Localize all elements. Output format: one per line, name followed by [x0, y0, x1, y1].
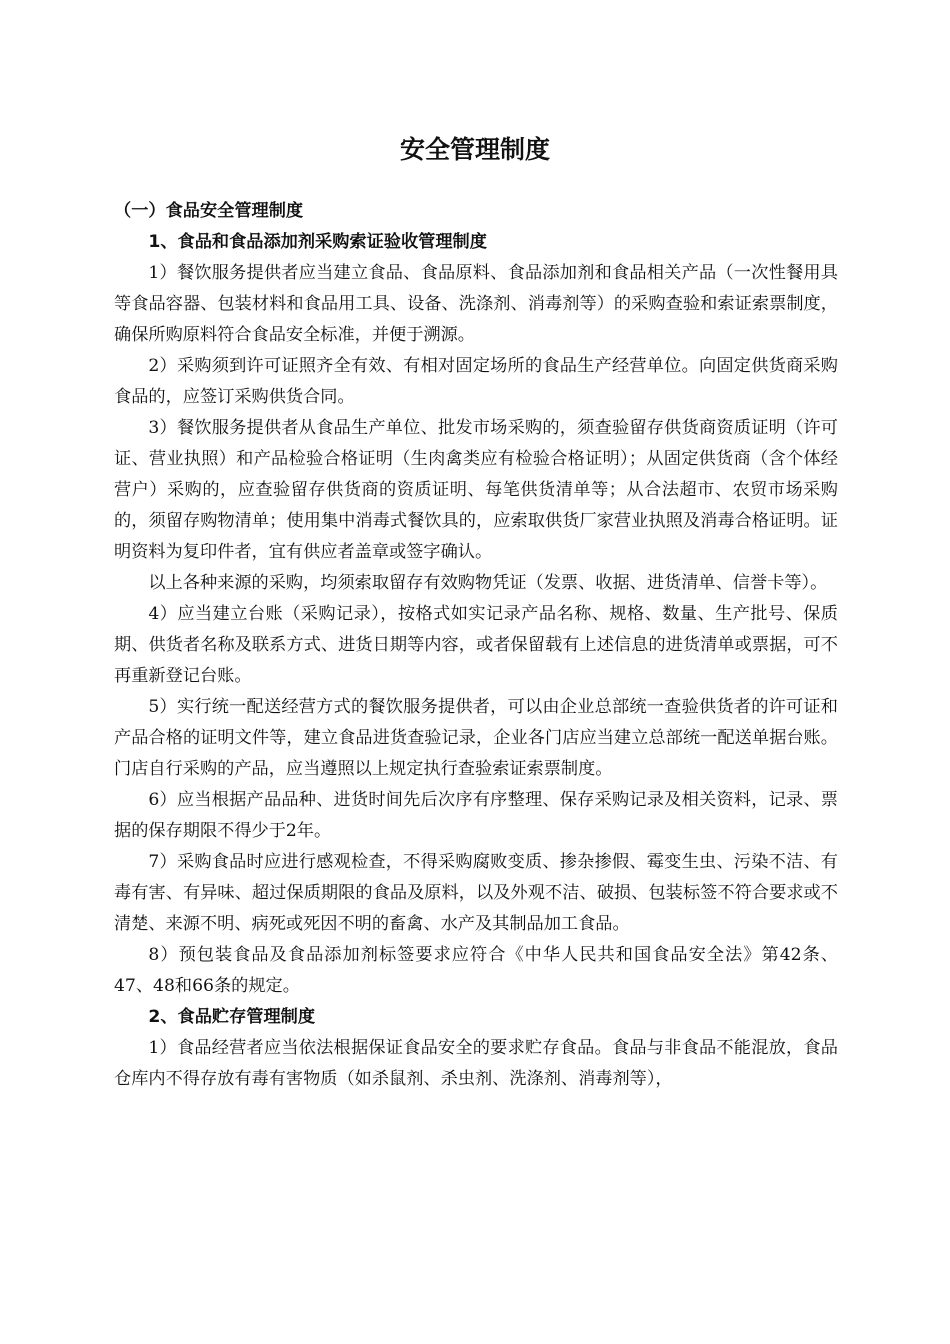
document-body	[114, 196, 838, 1095]
paragraph: 8）预包装食品及食品添加剂标签要求应符合《中华人民共和国食品安全法》第42条、47、48和66条的规定。	[114, 945, 838, 996]
document-title: 安全管理制度	[399, 135, 550, 164]
paragraph: 6）应当根据产品品种、进货时间先后次序有序整理、保存采购记录及相关资料，记录、票据的保存期限不得少于2年。	[114, 790, 838, 841]
paragraph: 4）应当建立台账（采购记录），按格式如实记录产品名称、规格、数量、生产批号、保质期、供货者名称及联系方式、进货日期等内容，或者保留载有上述信息的进货清单或票据，可不再重新登记台账。	[114, 604, 838, 686]
paragraph: 3）餐饮服务提供者从食品生产单位、批发市场采购的，须查验留存供货商资质证明（许可证、营业执照）和产品检验合格证明（生肉禽类应有检验合格证明）；从固定供货商（含个体经营户）采购的，应查验留存供货商的资质证明、每笔供货清单等；从合法超市、农贸市场采购的，须留存购物清单；使用集中消毒式餐饮具的，应索取供货厂家营业执照及消毒合格证明。证明资料为复印件者，宜有供应者盖章或签字确认。	[114, 418, 838, 562]
paragraph: 1）餐饮服务提供者应当建立食品、食品原料、食品添加剂和食品相关产品（一次性餐用具等食品容器、包装材料和食品用工具、设备、洗涤剂、消毒剂等）的采购查验和索证索票制度，确保所购原料符合食品安全标准，并便于溯源。	[114, 263, 838, 345]
subsection-heading: 1、食品和食品添加剂采购索证验收管理制度	[148, 232, 487, 252]
section-heading: （一）食品安全管理制度	[114, 201, 304, 221]
paragraph: 7）采购食品时应进行感观检查，不得采购腐败变质、掺杂掺假、霉变生虫、污染不洁、有毒有害、有异味、超过保质期限的食品及原料，以及外观不洁、破损、包装标签不符合要求或不清楚、来源不明、病死或死因不明的畜禽、水产及其制品加工食品。	[114, 852, 838, 934]
paragraph: 2）采购须到许可证照齐全有效、有相对固定场所的食品生产经营单位。向固定供货商采购食品的，应签订采购供货合同。	[114, 356, 838, 407]
paragraph: 1）食品经营者应当依法根据保证食品安全的要求贮存食品。食品与非食品不能混放，食品仓库内不得存放有毒有害物质（如杀鼠剂、杀虫剂、洗涤剂、消毒剂等），	[114, 1038, 838, 1089]
subsection-heading: 2、食品贮存管理制度	[148, 1007, 316, 1027]
paragraph: 以上各种来源的采购，均须索取留存有效购物凭证（发票、收据、进货清单、信誉卡等）。	[148, 573, 828, 593]
paragraph: 5）实行统一配送经营方式的餐饮服务提供者，可以由企业总部统一查验供货者的许可证和产品合格的证明文件等，建立食品进货查验记录，企业各门店应当建立总部统一配送单据台账。门店自行采购的产品，应当遵照以上规定执行查验索证索票制度。	[114, 697, 838, 779]
